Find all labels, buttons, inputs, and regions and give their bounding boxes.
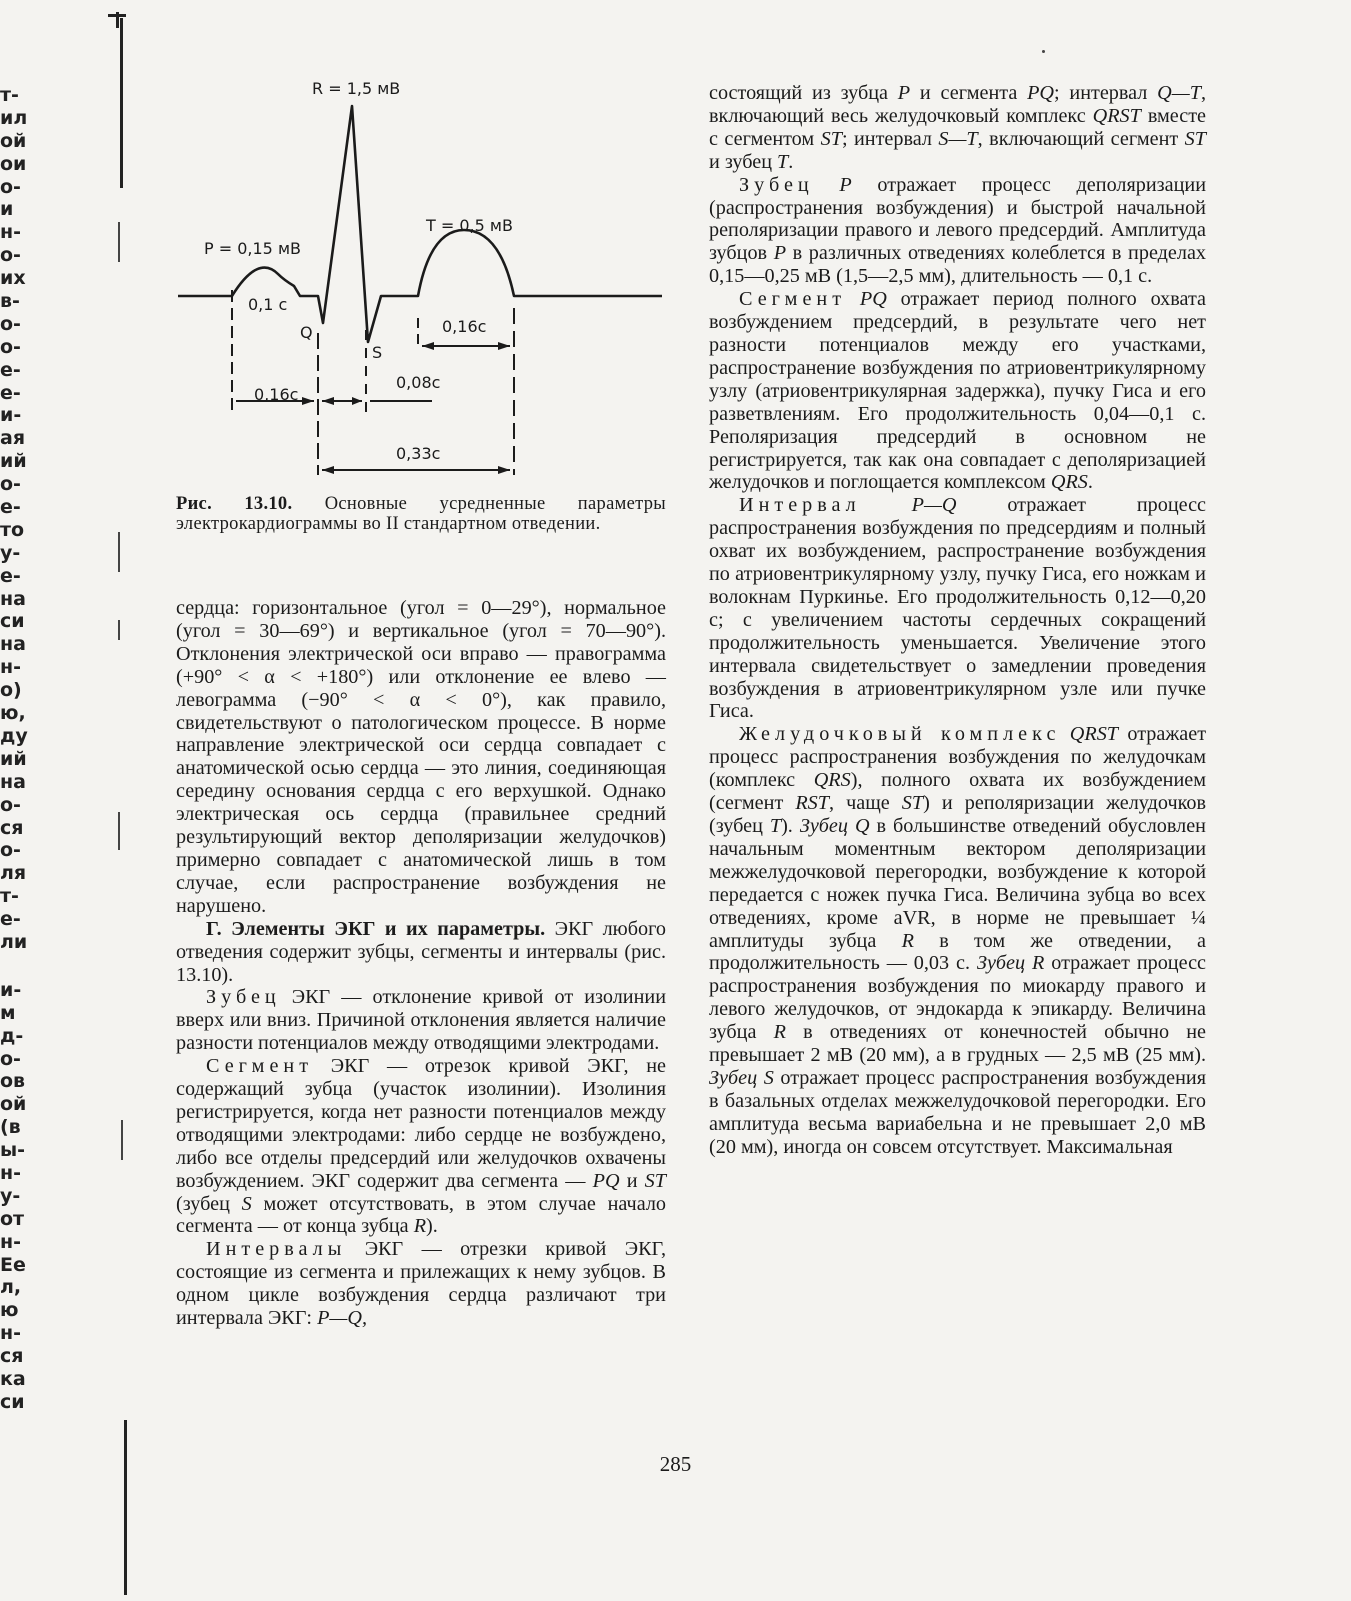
margin-fragment: Ее xyxy=(0,1253,26,1276)
margin-fragment: то xyxy=(0,518,25,541)
term-interval: Интервалы xyxy=(206,1238,347,1261)
qt-interval-label: 0,33c xyxy=(396,444,441,463)
margin-fragment: н- xyxy=(0,1230,22,1253)
term-segment: Сегмент xyxy=(739,288,847,311)
margin-fragment: н- xyxy=(0,656,22,679)
margin-fragment: ил xyxy=(0,106,28,129)
margin-fragment: и- xyxy=(0,978,22,1001)
arrowhead xyxy=(322,397,334,405)
margin-mark xyxy=(118,812,120,850)
margin-fragment: ая xyxy=(0,427,26,450)
paragraph-interval-definition: Интервалы ЭКГ — отрезки кривой ЭКГ, состоящие из сегмента и прилежащих к нему зубцов. В одном цикле возбуждения сердца различают три интервала ЭКГ: P—Q, xyxy=(176,1238,666,1330)
margin-fragment: о) xyxy=(0,679,22,702)
margin-fragment: о- xyxy=(0,839,21,862)
section-heading: Г. Элементы ЭКГ и их параметры. xyxy=(206,917,546,940)
paragraph-qrst-complex: Желудочковый комплекс QRST отражает процесс распространения возбуждения по желудочкам (комплекс QRS), полного охвата их возбуждением (сегмент RST, чаще ST) и реполяризации желудочков (зубец T). Зубец Q в большинстве отведений обусловлен начальным моментным вектором деполяризации межжелудочковой перегородки, возбуждение к которой передается с ножек пучка Гиса. Величина зубца во всех отведениях, кроме aVR, в норме не превышает ¼ амплитуды зубца R в том же отведении, а продолжительность — 0,03 с. Зубец R отражает процесс распространения возбуждения по миокарду правого и левого желудочков, от эндокарда к эпикарду. Величина зубца R в отведениях от конечностей обычно не превышает 2 мВ (20 мм), а в грудных — 2,5 мВ (25 мм). Зубец S отражает процесс распространения возбуждения в базальных отделах межжелудочковой перегородки. Его амплитуда весьма вариабельна и не превышает 2,0 мВ (20 мм), иногда он совсем отсутствует. Максимальная xyxy=(709,723,1207,1158)
paragraph-ecg-elements: Г. Элементы ЭКГ и их параметры. ЭКГ любого отведения содержит зубцы, сегменты и интервалы (рис. 13.10). xyxy=(176,917,666,986)
paragraph-intervals-continued: состоящий из зубца P и сегмента PQ; интервал Q—T, включающий весь желудочковый комплекс QRST вместе с сегментом ST; интервал S—T, включающий сегмент ST и зубец T. xyxy=(709,82,1207,173)
ecg-diagram xyxy=(170,68,690,488)
arrowhead xyxy=(302,397,314,405)
margin-fragment: е- xyxy=(0,358,21,381)
binding-line-upper xyxy=(120,18,123,188)
margin-fragment: е- xyxy=(0,564,21,587)
margin-fragment: о- xyxy=(0,793,21,816)
qrs-duration-label: 0,08c xyxy=(396,373,441,392)
margin-mark xyxy=(118,620,120,640)
margin-fragment: т- xyxy=(0,885,19,908)
margin-fragment: ов xyxy=(0,1070,26,1093)
margin-fragment: н- xyxy=(0,221,22,244)
margin-fragment: ий xyxy=(0,747,27,770)
margin-fragment: о- xyxy=(0,335,21,358)
margin-fragment: д- xyxy=(0,1024,24,1047)
q-wave-label: Q xyxy=(300,323,313,342)
term-interval: Интервал xyxy=(739,494,861,517)
margin-fragment: ли xyxy=(0,930,28,953)
margin-fragment: о- xyxy=(0,312,21,335)
margin-fragment: си xyxy=(0,610,25,633)
margin-fragment: (в xyxy=(0,1116,21,1139)
binding-tick-top xyxy=(108,14,126,17)
margin-fragment: от xyxy=(0,1207,25,1230)
speck xyxy=(1042,50,1045,53)
margin-fragment: на xyxy=(0,633,26,656)
margin-gap xyxy=(0,954,55,979)
margin-fragment: е- xyxy=(0,908,21,931)
margin-fragment: е- xyxy=(0,496,21,519)
term-segment: Сегмент xyxy=(206,1055,314,1078)
p-duration-label: 0,1 c xyxy=(248,295,288,314)
margin-fragment: в- xyxy=(0,290,20,313)
margin-fragment: н- xyxy=(0,1322,22,1345)
figure-number: Рис. 13.10. xyxy=(176,494,293,514)
arrowhead xyxy=(322,466,334,474)
margin-fragment: е- xyxy=(0,381,21,404)
margin-fragment: л, xyxy=(0,1276,22,1299)
s-wave-label: S xyxy=(372,343,383,362)
arrowhead xyxy=(352,397,362,405)
paragraph-p-wave: Зубец P отражает процесс деполяризации (распространения возбуждения) и быстрой начальной реполяризации правого и левого предсердий. Амплитуда зубцов P в различных отведениях колеблется в пределах 0,15—0,25 мВ (1,5—2,5 мм), длительность — 0,1 с. xyxy=(709,173,1206,288)
margin-fragment: и xyxy=(0,198,14,221)
margin-fragment: ка xyxy=(0,1367,26,1390)
margin-fragment: си xyxy=(0,1390,25,1413)
paragraph: сердца: горизонтальное (угол = 0—29°), нормальное (угол = 30—69°) и вертикальное (угол = 70—90°). Отклонения электрической оси вправо — правограмма (+90° < α < +180°) или отклонение ее влево — левограмма (−90° < α < 0°), как правило, свидетельствуют о патологическом процессе. В норме направление электрической оси сердца совпадает с анатомической осью сердца — это линия, соединяющая середину основания сердца с его верхушкой. Однако электрическая ось сердца (правильнее средний результирующий вектор деполяризации желудочков) примерно совпадает с анатомической лишь в том случае, если распространение возбуждения не нарушено. xyxy=(176,597,666,917)
margin-fragment: о- xyxy=(0,473,21,496)
term-wave: Зубец xyxy=(739,173,814,196)
figure-caption xyxy=(176,494,666,534)
left-margin-fragments xyxy=(0,84,55,1414)
margin-mark xyxy=(118,532,120,572)
left-text-column xyxy=(176,597,666,1330)
term-wave: Зубец xyxy=(206,986,281,1009)
page-number: 285 xyxy=(659,1452,692,1476)
margin-mark xyxy=(121,1120,123,1160)
margin-fragment: ду xyxy=(0,724,28,747)
margin-fragment: о- xyxy=(0,1047,21,1070)
margin-fragment: н- xyxy=(0,1161,22,1184)
margin-fragment: ся xyxy=(0,816,24,839)
term-ventricular-complex: Желудочковый комплекс xyxy=(739,723,1061,746)
t-wave-label: T = 0,5 мВ xyxy=(426,216,513,235)
margin-fragment: ю, xyxy=(0,702,26,725)
right-text-column xyxy=(709,82,1206,1159)
pq-interval-label: 0,16c xyxy=(254,385,299,404)
t-duration-label: 0,16c xyxy=(442,317,487,336)
binding-line-lower xyxy=(124,1420,127,1595)
margin-fragment: у- xyxy=(0,541,21,564)
margin-fragment: о- xyxy=(0,244,21,267)
margin-fragment: ой xyxy=(0,129,27,152)
margin-fragment: ся xyxy=(0,1345,24,1368)
margin-fragment: ля xyxy=(0,862,27,885)
arrowhead xyxy=(498,342,510,350)
margin-fragment: ю xyxy=(0,1299,19,1322)
ecg-figure xyxy=(170,68,690,500)
margin-fragment: у- xyxy=(0,1184,21,1207)
margin-fragment: на xyxy=(0,587,26,610)
margin-fragment: ои xyxy=(0,152,27,175)
margin-fragment: ий xyxy=(0,450,27,473)
p-wave-label: P = 0,15 мВ xyxy=(204,239,301,258)
margin-fragment: ы- xyxy=(0,1139,26,1162)
paragraph-pq-segment: Сегмент PQ отражает период полного охвата возбуждением предсердий, в результате чего нет разности потенциалов между его участками, распространение возбуждения по атриовентрикулярному узлу (атриовентрикулярная задержка), пучку Гиса и его разветвлениям. Его продолжительность 0,04—0,1 с. Реполяризация предсердий в основном не регистрируется, так как она совпадает с деполяризацией желудочков и поглощается комплексом QRS. xyxy=(709,288,1206,494)
margin-fragment: их xyxy=(0,267,26,290)
paragraph-segment-definition: Сегмент ЭКГ — отрезок кривой ЭКГ, не содержащий зубца (участок изолинии). Изолиния регистрируется, когда нет разности потенциалов между отводящими электродами: либо сердце не возбуждено, либо все отделы предсердий или желудочков охвачены возбуждением. ЭКГ содержит два сегмента — PQ и ST (зубец S может отсутствовать, в этом случае начало сегмента — от конца зубца R). xyxy=(176,1055,667,1238)
margin-fragment: и- xyxy=(0,404,22,427)
margin-fragment: на xyxy=(0,770,26,793)
paragraph-pq-interval: Интервал P—Q отражает процесс распространения возбуждения по предсердиям и полный охват их возбуждением, распространение возбуждения по атриовентрикулярному узлу, пучку Гиса, его ножкам и волокнам Пуркинье. Его продолжительность 0,12—0,20 с; с увеличением частоты сердечных сокращений продолжительность уменьшается. Увеличение этого интервала свидетельствует о замедлении проведения возбуждения в атриовентрикулярном узле или пучке Гиса. xyxy=(709,494,1207,723)
arrowhead xyxy=(498,466,510,474)
arrowhead xyxy=(422,342,434,350)
margin-fragment: о- xyxy=(0,175,21,198)
margin-fragment: т- xyxy=(0,84,19,106)
margin-mark xyxy=(118,222,120,262)
margin-fragment: ой xyxy=(0,1093,27,1116)
margin-fragment: м xyxy=(0,1001,16,1024)
r-wave-label: R = 1,5 мВ xyxy=(312,79,401,98)
paragraph-wave-definition: Зубец ЭКГ — отклонение кривой от изолинии вверх или вниз. Причиной отклонения является наличие разности потенциалов между отводящими электродами. xyxy=(176,986,666,1055)
figure-caption-text: Основные усредненные параметры электрокардиограммы во II стандартном отведении. xyxy=(176,494,666,534)
